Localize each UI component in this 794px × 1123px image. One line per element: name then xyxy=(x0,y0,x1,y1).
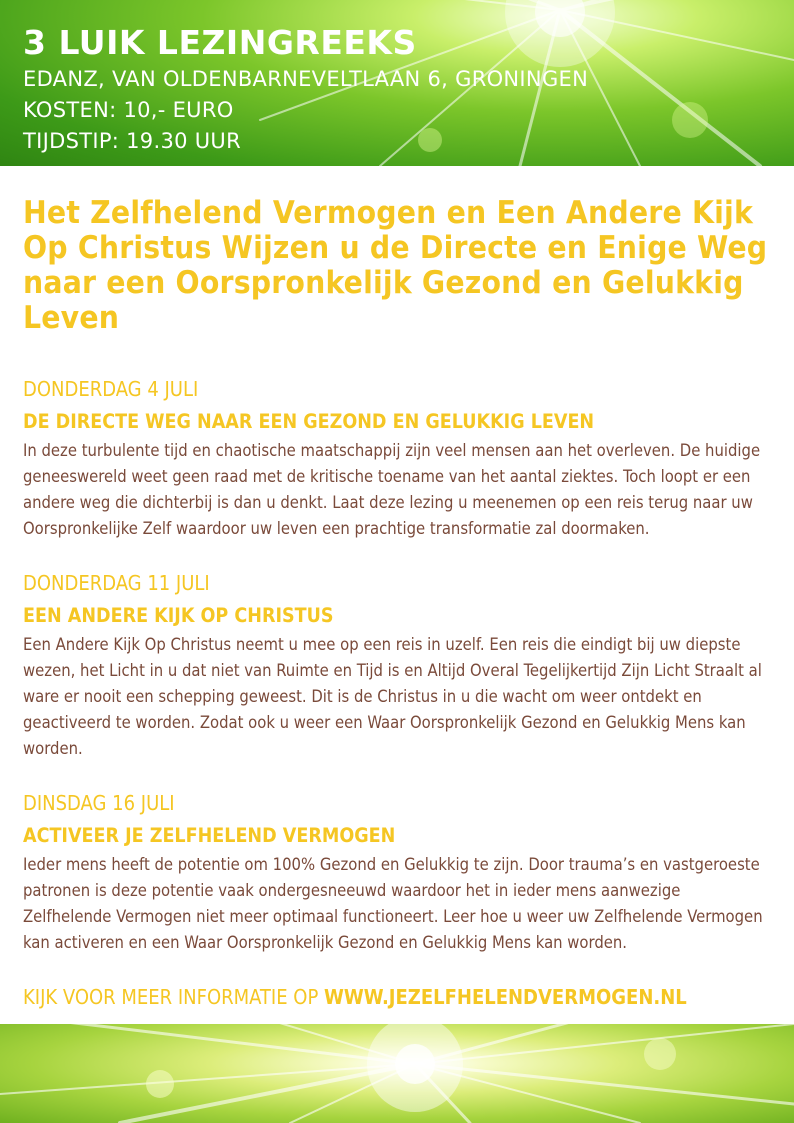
event-date: DONDERDAG 11 JULI xyxy=(23,571,210,595)
event-title: ACTIVEER JE ZELFHELEND VERMOGEN xyxy=(23,824,396,847)
event-title: DE DIRECTE WEG NAAR EEN GEZOND EN GELUKKIG LEVEN xyxy=(23,410,595,433)
hero-banner xyxy=(0,0,794,166)
more-info-line xyxy=(23,985,771,1009)
event-date: DONDERDAG 4 JULI xyxy=(23,377,199,401)
event-description: In deze turbulente tijd en chaotische maatschappij zijn veel mensen aan het overleven. De huidige geneeswereld weet geen raad met de kritische toename van het aantal ziektes. Toch loopt er een andere weg die dichterbij is dan u denkt. Laat deze lezing u meenemen op een reis terug naar uw Oorspronkelijke Zelf waardoor uw leven een prachtige transformatie zal doormaken. xyxy=(23,441,761,538)
website-link[interactable]: WWW.JEZELFHELENDVERMOGEN.NL xyxy=(324,985,687,1009)
time-line: TIJDSTIP: 19.30 UUR xyxy=(23,129,241,153)
footer-banner xyxy=(0,1024,794,1123)
event-date: DINSDAG 16 JULI xyxy=(23,791,175,815)
event-series-title: 3 LUIK LEZINGREEKS xyxy=(23,23,417,62)
main-content xyxy=(23,196,771,1009)
event-2 xyxy=(23,571,771,762)
cost-line: KOSTEN: 10,- EURO xyxy=(23,98,234,122)
headline: Het Zelfhelend Vermogen en Een Andere Kijk Op Christus Wijzen u de Directe en Enige Weg naar een Oorspronkelijk Gezond en Gelukkig Leven xyxy=(23,195,768,336)
event-title: EEN ANDERE KIJK OP CHRISTUS xyxy=(23,604,334,627)
event-3 xyxy=(23,791,771,956)
event-description: Ieder mens heeft de potentie om 100% Gezond en Gelukkig te zijn. Door trauma’s en vastgeroeste patronen is deze potentie vaak ondergesneeuwd waardoor het in ieder mens aanwezige Zelfhelende Vermogen niet meer optimaal functioneert. Leer hoe u weer uw Zelfhelende Vermogen kan activeren en een Waar Oorspronkelijk Gezond en Gelukkig Mens kan worden. xyxy=(23,855,763,952)
event-description: Een Andere Kijk Op Christus neemt u mee op een reis in uzelf. Een reis die eindigt bij uw diepste wezen, het Licht in u dat niet van Ruimte en Tijd is en Altijd Overal Tegelijkertijd Zijn Licht Straalt al ware er nooit een schepping geweest. Dit is de Christus in u die wacht om weer ontdekt en geactiveerd te worden. Zodat ook u weer een Waar Oorspronkelijk Gezond en Gelukkig Mens kan worden. xyxy=(23,635,762,758)
light-burst-graphic xyxy=(0,1024,794,1123)
event-1 xyxy=(23,377,771,542)
location-line: EDANZ, VAN OLDENBARNEVELTLAAN 6, GRONINGEN xyxy=(23,67,589,91)
more-info-prefix: KIJK VOOR MEER INFORMATIE OP xyxy=(23,985,319,1009)
